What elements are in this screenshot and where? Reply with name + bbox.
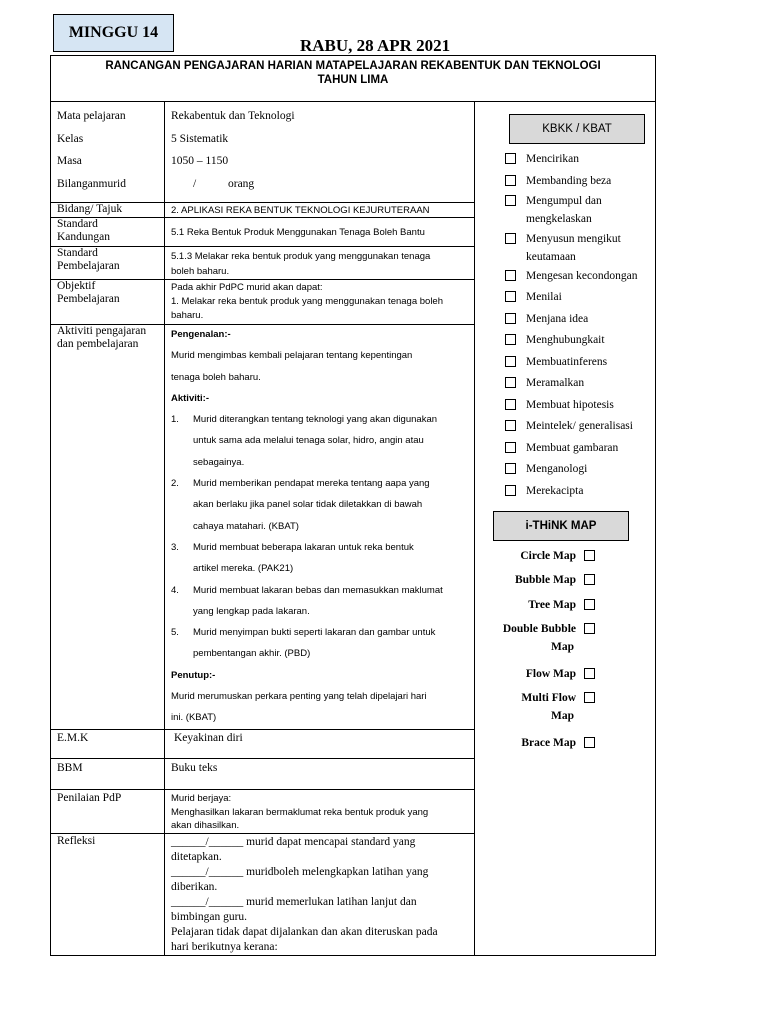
kbkk-item-label: Mengumpul dan	[526, 195, 602, 207]
objective-label-line2: Pembelajaran	[57, 293, 120, 305]
think-map-title: i-THiNK MAP	[525, 520, 597, 532]
activity-item-line: Murid memberikan pendapat mereka tentang aapa yang	[193, 478, 430, 490]
think-map-item-label: Multi Flow	[521, 692, 576, 704]
class-value: 5 Sistematik	[171, 133, 229, 145]
checkbox-icon[interactable]	[505, 153, 516, 164]
checkbox-icon[interactable]	[584, 668, 595, 679]
learning-standard-value-line1: 5.1.3 Melakar reka bentuk produk yang menggunakan tenaga	[171, 251, 431, 262]
activity-item-line: Murid diterangkan tentang teknologi yang akan digunakan	[193, 414, 438, 426]
kbkk-title-box	[509, 114, 645, 144]
checkbox-icon[interactable]	[505, 356, 516, 367]
activity-item	[171, 409, 471, 473]
reflection-line: Pelajaran tidak dapat dijalankan dan akan diteruskan pada	[171, 926, 438, 938]
checkbox-icon[interactable]	[505, 420, 516, 431]
kbkk-item-label: Membuatinferens	[526, 356, 608, 368]
activity-label-line1: Aktiviti pengajaran	[57, 325, 147, 337]
objective-value-line2: 1. Melakar reka bentuk produk yang menggunakan tenaga boleh	[171, 296, 443, 307]
think-map-item[interactable]	[490, 547, 576, 565]
kbkk-item[interactable]	[505, 396, 655, 414]
reflection-line: bimbingan guru.	[171, 911, 248, 923]
plan-title-line2: TAHUN LIMA	[317, 74, 389, 86]
kbkk-item-label: Menjana idea	[526, 313, 589, 325]
activity-label-line2: dan pembelajaran	[57, 338, 139, 350]
topic-label: Bidang/ Tajuk	[57, 203, 123, 215]
reflection-line: ______/______ muridboleh melengkapkan latihan yang	[171, 866, 429, 878]
think-map-item-label: Brace Map	[521, 737, 576, 749]
row-divider	[51, 833, 474, 834]
think-map-item-label: Bubble Map	[514, 574, 576, 586]
checkbox-icon[interactable]	[505, 175, 516, 186]
reflection-line: ditetapkan.	[171, 851, 222, 863]
kbkk-item-label: Menghubungkait	[526, 334, 605, 346]
checkbox-icon[interactable]	[505, 291, 516, 302]
assessment-label: Penilaian PdP	[57, 792, 122, 804]
activity-list	[171, 409, 471, 665]
kbkk-item[interactable]	[505, 288, 655, 306]
checkbox-icon[interactable]	[505, 377, 516, 388]
reflection-line: ______/______ murid memerlukan latihan lanjut dan	[171, 896, 417, 908]
lesson-plan-table	[50, 55, 656, 956]
think-map-item[interactable]	[490, 571, 576, 589]
learning-standard-label-line1: Standard	[57, 247, 98, 259]
kbkk-item-label: Meintelek/ generalisasi	[526, 420, 633, 432]
reflection-value	[171, 835, 438, 955]
kbkk-item[interactable]	[505, 192, 655, 228]
content-standard-label-line1: Standard	[57, 218, 98, 230]
activity-item	[171, 473, 471, 537]
assessment-value-line1: Murid berjaya:	[171, 793, 232, 804]
kbkk-item-label: Mengesan kecondongan	[526, 270, 638, 282]
learning-standard-label-line2: Pembelajaran	[57, 260, 120, 272]
reflection-line: hari berikutnya kerana:	[171, 941, 278, 953]
activity-item-line: cahaya matahari. (KBAT)	[193, 520, 299, 532]
kbkk-item[interactable]	[505, 230, 655, 266]
kbkk-item-label: Membuat hipotesis	[526, 399, 614, 411]
topic-value: 2. APLIKASI REKA BENTUK TEKNOLOGI KEJURUTERAAN	[171, 205, 430, 216]
intro-line: Murid mengimbas kembali pelajaran tentang kepentingan	[171, 350, 413, 362]
objective-label	[57, 280, 120, 306]
intro-heading: Pengenalan:-	[171, 329, 231, 340]
student-count-slash: /	[193, 178, 197, 190]
think-map-item-label: Flow Map	[525, 668, 576, 680]
kbkk-item-label: keutamaan	[526, 251, 576, 263]
activity-item-number: 4.	[171, 584, 179, 596]
reflection-line: diberikan.	[171, 881, 218, 893]
content-standard-label-line2: Kandungan	[57, 231, 111, 243]
kbkk-item[interactable]	[505, 417, 655, 435]
kbkk-title: KBKK / KBAT	[542, 123, 612, 135]
student-count-label: Bilanganmurid	[57, 178, 126, 190]
kbkk-item-label: Membanding beza	[526, 175, 612, 187]
kbkk-item-label: Menyusun mengikut	[526, 233, 621, 245]
think-map-item[interactable]	[490, 665, 576, 683]
objective-value-line3: baharu.	[171, 310, 204, 321]
reflection-line: ______/______ murid dapat mencapai standard yang	[171, 836, 416, 848]
checkbox-icon[interactable]	[584, 574, 595, 585]
date-label: RABU, 28 APR 2021	[300, 36, 451, 55]
kbkk-item[interactable]	[505, 172, 655, 190]
closing-line: ini. (KBAT)	[171, 712, 217, 724]
think-map-title-box	[493, 511, 629, 541]
emk-value: Keyakinan diri	[174, 732, 243, 744]
activity-item-line: sebagainya.	[193, 456, 245, 468]
class-label: Kelas	[57, 133, 84, 145]
kbkk-item-label: Mencirikan	[526, 153, 580, 165]
activity-item	[171, 580, 471, 623]
objective-value-line1: Pada akhir PdPC murid akan dapat:	[171, 282, 323, 293]
time-value: 1050 – 1150	[171, 155, 229, 167]
think-map-item-label: Circle Map	[520, 550, 576, 562]
kbkk-item[interactable]	[505, 460, 655, 478]
intro-line: tenaga boleh baharu.	[171, 371, 261, 383]
think-map-item[interactable]	[490, 689, 576, 725]
learning-standard-label	[57, 247, 120, 273]
closing-heading: Penutup:-	[171, 669, 216, 681]
activity-label	[57, 325, 146, 351]
kbkk-item-label: Menilai	[526, 291, 562, 303]
checkbox-icon[interactable]	[505, 463, 516, 474]
kbkk-item-label: Menganologi	[526, 463, 588, 475]
week-label: MINGGU 14	[68, 24, 159, 41]
activity-item-line: akan berlaku jika panel solar tidak diletakkan di bawah	[193, 499, 423, 511]
activity-item-line: Murid membuat lakaran bebas dan memasukkan maklumat	[193, 584, 443, 596]
kbkk-item-label: mengkelaskan	[526, 213, 592, 225]
plan-title-line1: RANCANGAN PENGAJARAN HARIAN MATAPELAJARAN REKABENTUK DAN TEKNOLOGI	[105, 60, 601, 72]
think-map-item-label: Double Bubble	[502, 623, 576, 635]
activity-item	[171, 622, 471, 665]
objective-label-line1: Objektif	[57, 280, 96, 292]
assessment-value	[171, 792, 428, 833]
think-map-item-label: Map	[551, 710, 574, 722]
activity-item-line: Murid membuat beberapa lakaran untuk reka bentuk	[193, 541, 414, 553]
kbkk-item-label: Membuat gambaran	[526, 442, 619, 454]
kbkk-item[interactable]	[505, 374, 655, 392]
think-map-item[interactable]	[490, 596, 576, 614]
plan-title	[51, 56, 655, 102]
activity-item-line: artikel mereka. (PAK21)	[193, 563, 294, 575]
student-count-unit: orang	[228, 178, 255, 190]
checkbox-icon[interactable]	[505, 399, 516, 410]
row-divider	[51, 789, 474, 790]
think-map-item[interactable]	[490, 734, 576, 752]
activity-item-line: Murid menyimpan bukti seperti lakaran dan gambar untuk	[193, 627, 436, 639]
checkbox-icon[interactable]	[505, 233, 516, 244]
bbm-value: Buku teks	[171, 762, 218, 774]
kbkk-item[interactable]	[505, 150, 655, 168]
activity-item-number: 2.	[171, 478, 179, 490]
bbm-label: BBM	[57, 762, 83, 774]
activity-item-line: untuk sama ada melalui tenaga solar, hidro, angin atau	[193, 435, 424, 447]
kbkk-item-label: Merekacipta	[526, 485, 584, 497]
checkbox-icon[interactable]	[584, 550, 595, 561]
objective-value	[171, 281, 443, 323]
label-column-divider	[164, 102, 165, 956]
checkbox-icon[interactable]	[584, 692, 595, 703]
subject-value: Rekabentuk dan Teknologi	[171, 110, 295, 122]
checkbox-icon[interactable]	[584, 599, 595, 610]
activity-item-line: pembentangan akhir. (PBD)	[193, 648, 311, 660]
subject-label: Mata pelajaran	[57, 110, 126, 122]
think-map-item[interactable]	[490, 620, 576, 656]
emk-label: E.M.K	[57, 732, 89, 744]
activity-item-number: 3.	[171, 541, 179, 553]
week-label-box	[53, 14, 174, 52]
checkbox-icon[interactable]	[505, 270, 516, 281]
kbkk-item-label: Meramalkan	[526, 377, 585, 389]
row-divider	[51, 758, 474, 759]
think-map-item-label: Map	[551, 641, 574, 653]
checkbox-icon[interactable]	[505, 485, 516, 496]
assessment-value-line3: akan dihasilkan.	[171, 820, 240, 831]
time-label: Masa	[57, 155, 82, 167]
side-column-divider	[474, 102, 475, 956]
checkbox-icon[interactable]	[505, 334, 516, 345]
learning-standard-value	[171, 249, 430, 279]
content-standard-value: 5.1 Reka Bentuk Produk Menggunakan Tenaga Boleh Bantu	[171, 227, 425, 238]
activity-heading: Aktiviti:-	[171, 392, 209, 404]
activity-item-number: 1.	[171, 414, 179, 426]
kbkk-item[interactable]	[505, 267, 655, 285]
checkbox-icon[interactable]	[584, 623, 595, 634]
activity-item-number: 5.	[171, 627, 179, 639]
closing-line: Murid merumuskan perkara penting yang telah dipelajari hari	[171, 691, 427, 703]
reflection-label: Refleksi	[57, 835, 96, 847]
kbkk-item[interactable]	[505, 439, 655, 457]
checkbox-icon[interactable]	[505, 195, 516, 206]
kbkk-item[interactable]	[505, 353, 655, 371]
assessment-value-line2: Menghasilkan lakaran bermaklumat reka bentuk produk yang	[171, 806, 429, 818]
activity-content	[171, 324, 471, 729]
checkbox-icon[interactable]	[505, 313, 516, 324]
activity-item	[171, 537, 471, 580]
activity-item-line: yang lengkap pada lakaran.	[193, 605, 310, 617]
think-map-item-label: Tree Map	[528, 599, 576, 611]
learning-standard-value-line2: boleh baharu.	[171, 266, 230, 277]
content-standard-label	[57, 218, 110, 244]
checkbox-icon[interactable]	[505, 442, 516, 453]
kbkk-item[interactable]	[505, 331, 655, 349]
checkbox-icon[interactable]	[584, 737, 595, 748]
kbkk-item[interactable]	[505, 482, 655, 500]
row-divider	[51, 217, 474, 218]
row-divider	[51, 729, 474, 730]
kbkk-item[interactable]	[505, 310, 655, 328]
